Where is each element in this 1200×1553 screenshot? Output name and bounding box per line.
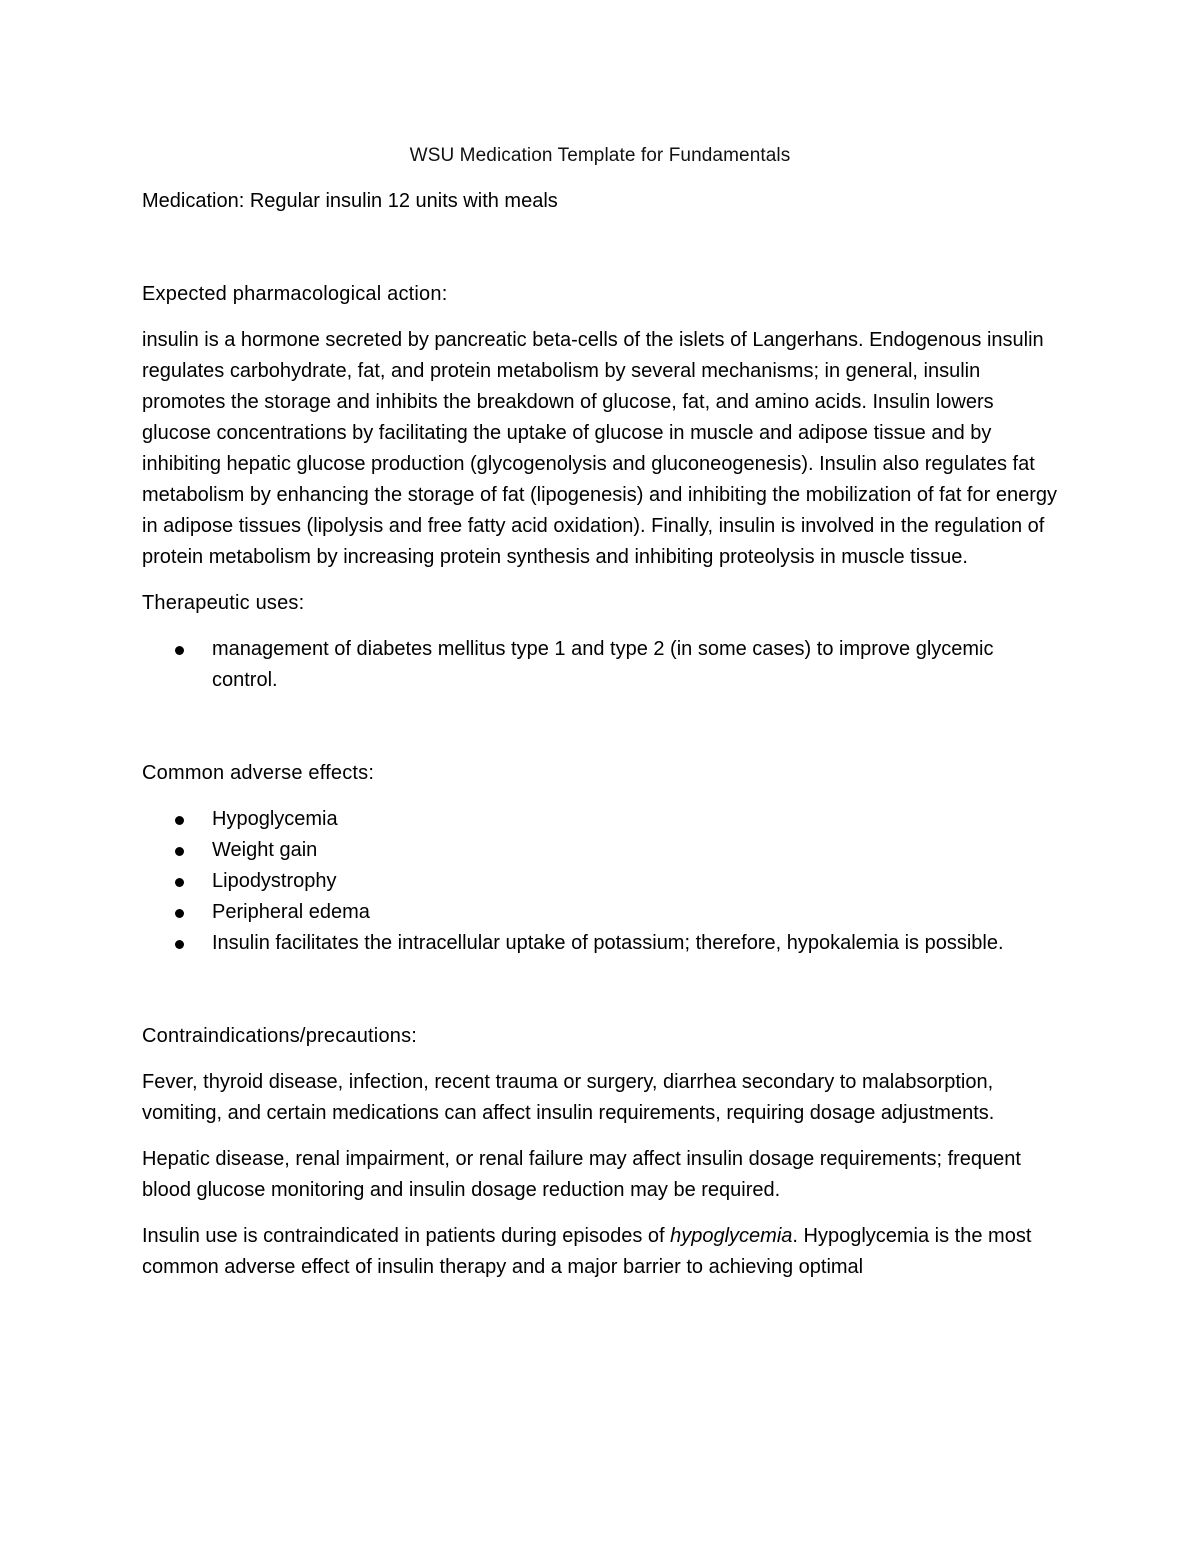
contraindications-para-1: Fever, thyroid disease, infection, recent trauma or surgery, diarrhea secondary to malabsorption, vomiting, and certain medications can affect insulin requirements, requiring dosage adjustments. [142, 1071, 995, 1124]
list-item [142, 897, 1062, 928]
spacer [142, 696, 1062, 758]
list-item-text: Peripheral edema [212, 901, 370, 923]
bullet-icon [175, 878, 184, 887]
pharmacological-action-text: insulin is a hormone secreted by pancreatic beta-cells of the islets of Langerhans. Endogenous insulin regulates carbohydrate, fat, and protein metabolism by several mechanisms; in general, insulin promotes the storage and inhibits the breakdown of glucose, fat, and amino acids. Insulin lowers glucose concentrations by facilitating the uptake of glucose in muscle and adipose tissue and by inhibiting hepatic glucose production (glycogenolysis and gluconeogenesis). Insulin also regulates fat metabolism by enhancing the storage of fat (lipogenesis) and inhibiting the mobilization of fat for energy in adipose tissues (lipolysis and free fatty acid oxidation). Finally, insulin is involved in the regulation of protein metabolism by increasing protein synthesis and inhibiting proteolysis in muscle tissue. [142, 329, 1057, 568]
therapeutic-uses-list [142, 634, 1062, 696]
spacer [142, 310, 1062, 325]
medication-label: Medication: [142, 190, 245, 212]
spacer [142, 619, 1062, 634]
spacer [142, 1206, 1062, 1221]
bullet-icon [175, 940, 184, 949]
list-item [142, 804, 1062, 835]
spacer [142, 1129, 1062, 1144]
bullet-icon [175, 816, 184, 825]
spacer [142, 789, 1062, 804]
document-header-title: WSU Medication Template for Fundamentals [409, 145, 791, 166]
list-item-text: Lipodystrophy [212, 870, 337, 892]
medication-value: Regular insulin 12 units with meals [249, 190, 558, 212]
list-item-text: Hypoglycemia [212, 808, 338, 830]
list-item-text: Weight gain [212, 839, 318, 861]
contraindications-label: Contraindications/precautions: [142, 1025, 418, 1047]
bullet-icon [175, 909, 184, 918]
list-item-text: Insulin facilitates the intracellular uptake of potassium; therefore, hypokalemia is possible. [212, 932, 1004, 954]
list-item [142, 928, 1062, 959]
therapeutic-uses-label: Therapeutic uses: [142, 592, 305, 614]
list-item-text: management of diabetes mellitus type 1 and type 2 (in some cases) to improve glycemic control. [212, 638, 994, 691]
adverse-effects-list [142, 804, 1062, 959]
spacer [142, 217, 1062, 279]
list-item [142, 835, 1062, 866]
pharmacological-action-label: Expected pharmacological action: [142, 283, 448, 305]
para-3-text-before: Insulin use is contraindicated in patients during episodes of [142, 1225, 671, 1247]
contraindications-para-2: Hepatic disease, renal impairment, or renal failure may affect insulin dosage requirements; frequent blood glucose monitoring and insulin dosage reduction may be required. [142, 1148, 1021, 1201]
spacer [142, 959, 1062, 1021]
list-item [142, 866, 1062, 897]
adverse-effects-label: Common adverse effects: [142, 762, 375, 784]
para-3-italic-term: hypoglycemia [670, 1225, 793, 1247]
spacer [142, 573, 1062, 588]
spacer [142, 1052, 1062, 1067]
document-body [142, 186, 1062, 1283]
contraindications-para-3 [142, 1221, 1062, 1283]
list-item [142, 634, 1062, 696]
bullet-icon [175, 646, 184, 655]
para-3-text-after: . Hypoglycemia is the most common adverse effect of insulin therapy and a major barrier to achieving optimal [142, 1225, 1032, 1278]
medication-line [142, 186, 1062, 217]
bullet-icon [175, 847, 184, 856]
